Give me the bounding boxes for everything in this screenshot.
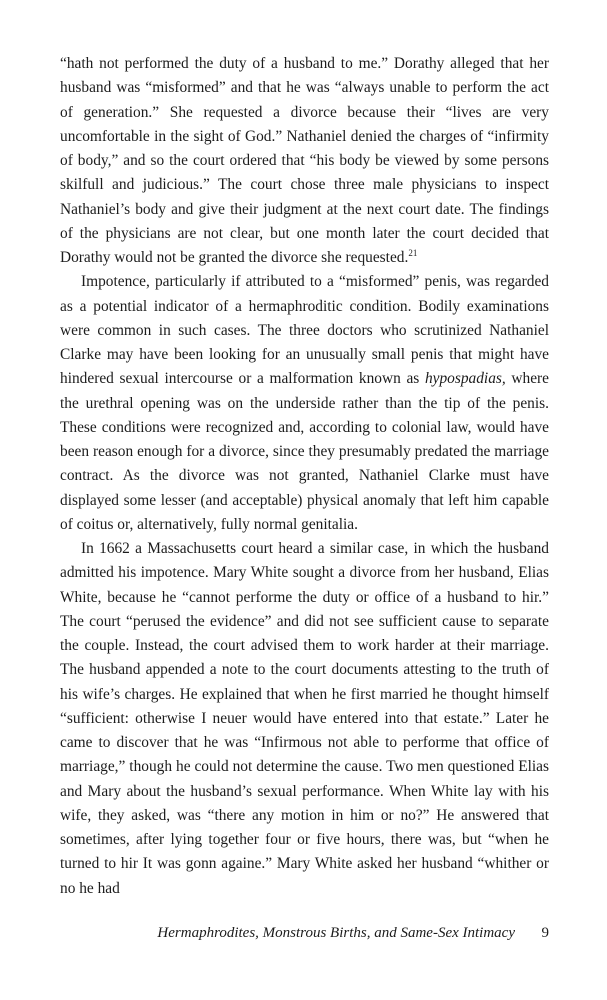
paragraph-2-text-start: Impotence, particularly if attributed to a “misformed” penis, was regarded as a potential indicator of a hermaphroditic condition. Bodily examinations were common in such cases. The three doctors who scrutinized Nathaniel Clarke may have been looking for an unusually small penis that might have hindered sexual intercourse or a malformation known as	[60, 273, 549, 388]
paragraph-1-text: “hath not performed the duty of a husband to me.” Dorathy alleged that her husband was “misformed” and that he was “always unable to perform the act of generation.” She requested a divorce because their “lives are very uncomfortable in the sight of God.” Nathaniel denied the charges of “infirmity of body,” and so the court ordered that “his body be viewed by some persons skilfull and judicious.” The court chose three male physicians to inspect Nathaniel’s body and give their judgment at the next court date. The findings of the physicians are not clear, but one month later the court decided that Dorathy would not be granted the divorce she requested.	[60, 55, 549, 266]
paragraph-3	[60, 537, 549, 901]
page-footer	[60, 925, 549, 947]
body-text	[60, 52, 549, 901]
footnote-marker: 21	[408, 247, 418, 258]
paragraph-1	[60, 52, 549, 270]
page-number: 9	[541, 925, 549, 941]
paragraph-2	[60, 270, 549, 537]
running-head: Hermaphrodites, Monstrous Births, and Same-Sex Intimacy	[157, 925, 515, 941]
paragraph-2-text-end: where the urethral opening was on the underside rather than the tip of the penis. These conditions were recognized and, according to colonial law, would have been reason enough for a divorce, since they presumably predated the marriage contract. As the divorce was not granted, Nathaniel Clarke must have displayed some lesser (and acceptable) physical anomaly that left him capable of coitus or, alternatively, fully normal genitalia.	[60, 370, 550, 533]
paragraph-3-text: In 1662 a Massachusetts court heard a similar case, in which the husband admitted his impotence. Mary White sought a divorce from her husband, Elias White, because he “cannot performe the duty or office of a husband to hir.” The court “perused the evidence” and did not see sufficient cause to separate the couple. Instead, the court advised them to work harder at their marriage. The husband appended a note to the court documents attesting to the truth of his wife’s charges. He explained that when he first married he thought himself “sufficient: otherwise I neuer would have entered into that estate.” Later he came to discover that he was “Infirmous not able to performe that office of marriage,” though he could not determine the cause. Two men questioned Elias and Mary about the husband’s sexual performance. When White lay with his wife, they asked, was “there any motion in him or no?” He answered that sometimes, after lying together four or five hours, there was, but “when he turned to hir It was gonn againe.” Mary White asked her husband “whither or no he had	[60, 540, 549, 897]
paragraph-2-italic-term: hypospadias,	[424, 370, 506, 388]
